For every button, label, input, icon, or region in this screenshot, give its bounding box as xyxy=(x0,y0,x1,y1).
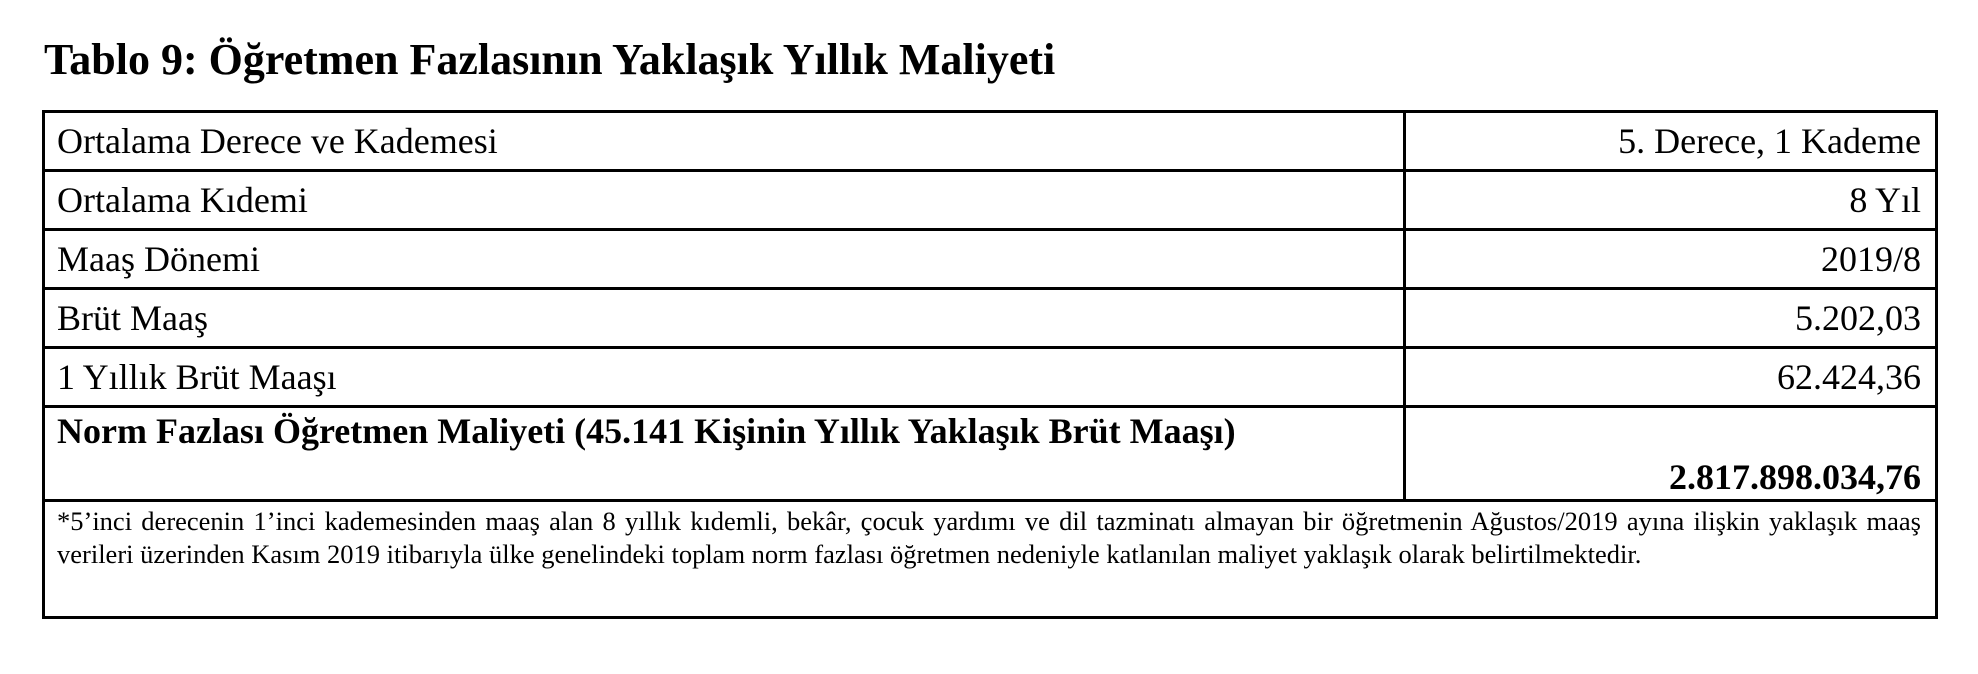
row-value: 62.424,36 xyxy=(1405,348,1937,407)
footnote: *5’inci derecenin 1’inci kademesinden maaş alan 8 yıllık kıdemli, bekâr, çocuk yardımı ve dil tazminatı almayan bir öğretmenin Ağustos/2019 ayına ilişkin yaklaşık maaş verileri üzerinden Kasım 2019 itibarıyla ülke genelindeki toplam norm fazlası öğretmen nedeniyle katlanılan maliyet yaklaşık olarak belirtilmektedir. xyxy=(44,501,1937,618)
row-value: 8 Yıl xyxy=(1405,171,1937,230)
table-row xyxy=(44,171,1937,230)
table-row xyxy=(44,289,1937,348)
footnote-row xyxy=(44,501,1937,618)
row-label: Ortalama Kıdemi xyxy=(44,171,1405,230)
cost-table xyxy=(42,110,1938,619)
row-label: Maaş Dönemi xyxy=(44,230,1405,289)
row-label: 1 Yıllık Brüt Maaşı xyxy=(44,348,1405,407)
table-row xyxy=(44,348,1937,407)
total-label: Norm Fazlası Öğretmen Maliyeti (45.141 Kişinin Yıllık Yaklaşık Brüt Maaşı) xyxy=(44,407,1405,501)
total-row xyxy=(44,407,1937,501)
table-title: Tablo 9: Öğretmen Fazlasının Yaklaşık Yıllık Maliyeti xyxy=(44,35,1056,84)
row-value: 5. Derece, 1 Kademe xyxy=(1405,112,1937,171)
row-label: Brüt Maaş xyxy=(44,289,1405,348)
total-value: 2.817.898.034,76 xyxy=(1405,407,1937,501)
row-value: 2019/8 xyxy=(1405,230,1937,289)
row-value: 5.202,03 xyxy=(1405,289,1937,348)
row-label: Ortalama Derece ve Kademesi xyxy=(44,112,1405,171)
table-row xyxy=(44,230,1937,289)
table-row xyxy=(44,112,1937,171)
